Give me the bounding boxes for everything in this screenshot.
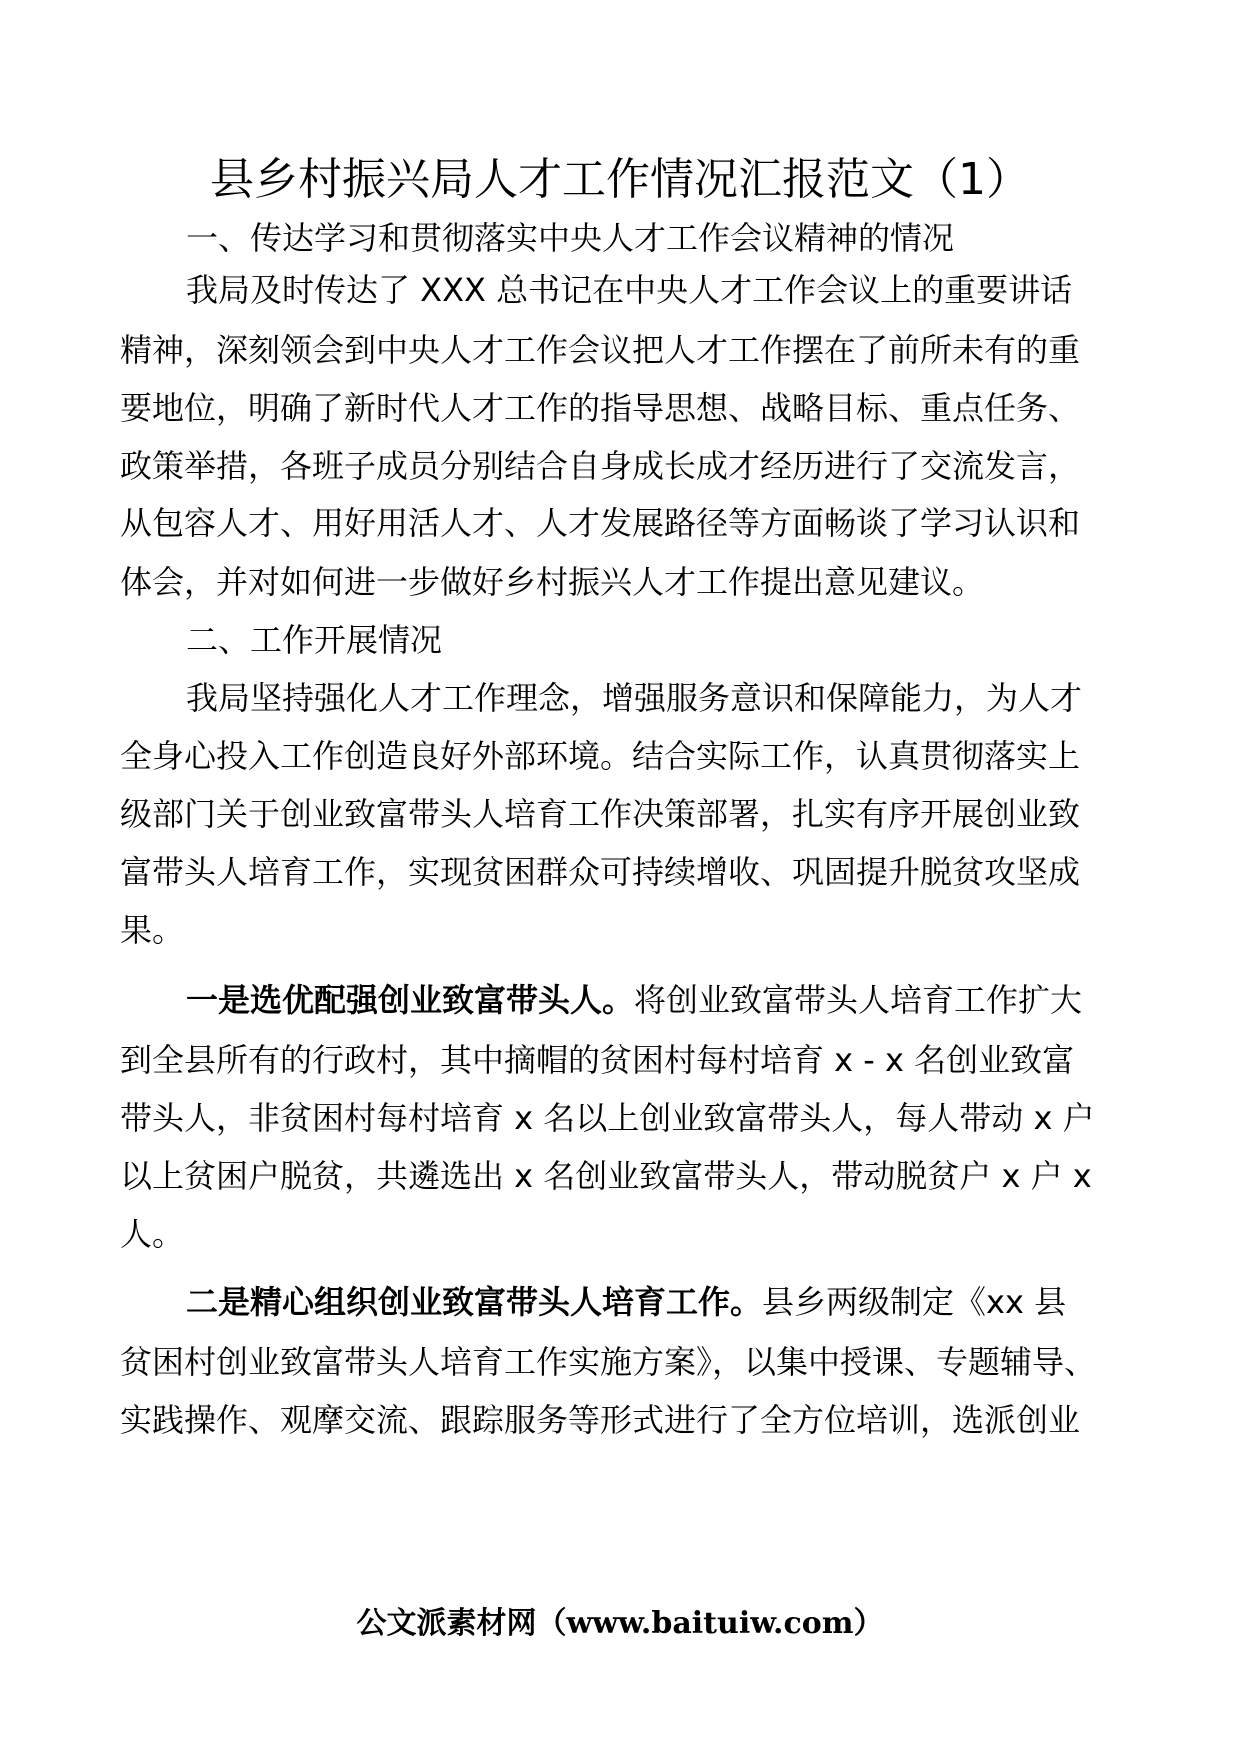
paragraph-line: 政策举措，各班子成员分别结合自身成长成才经历进行了交流发言， bbox=[120, 447, 1081, 485]
paragraph-line: 富带头人培育工作，实现贫困群众可持续增收、巩固提升脱贫攻坚成 bbox=[120, 853, 1081, 891]
paragraph-line: 我局坚持强化人才工作理念，增强服务意识和保障能力，为人才 bbox=[186, 679, 1083, 717]
paragraph-line: 我局及时传达了 XXX 总书记在中央人才工作会议上的重要讲话 bbox=[186, 271, 1073, 309]
paragraph-line: 实践操作、观摩交流、跟踪服务等形式进行了全方位培训，选派创业 bbox=[120, 1401, 1081, 1439]
paragraph-line: 要地位，明确了新时代人才工作的指导思想、战略目标、重点任务、 bbox=[120, 389, 1081, 427]
section-heading-2: 二、工作开展情况 bbox=[186, 621, 443, 659]
paragraph-line bbox=[186, 980, 1082, 1020]
paragraph-line: 精神，深刻领会到中央人才工作会议把人才工作摆在了前所未有的重 bbox=[120, 331, 1081, 369]
paragraph-line: 体会，并对如何进一步做好乡村振兴人才工作提出意见建议。 bbox=[120, 563, 985, 601]
footer-watermark: 公文派素材网（www.baituiw.com） bbox=[356, 1606, 884, 1641]
paragraph-line: 以上贫困户脱贫，共遴选出 x 名创业致富带头人，带动脱贫户 x 户 x bbox=[120, 1157, 1092, 1195]
paragraph-line: 从包容人才、用好用活人才、人才发展路径等方面畅谈了学习认识和 bbox=[120, 504, 1081, 542]
paragraph-line: 人。 bbox=[120, 1215, 185, 1253]
paragraph-line: 级部门关于创业致富带头人培育工作决策部署，扎实有序开展创业致 bbox=[120, 795, 1081, 833]
document-title: 县乡村振兴局人才工作情况汇报范文（1） bbox=[210, 154, 1030, 205]
paragraph-text: 县乡两级制定《xx 县 bbox=[762, 1283, 1067, 1321]
paragraph-line: 带头人，非贫困村每村培育 x 名以上创业致富带头人，每人带动 x 户 bbox=[120, 1099, 1095, 1137]
paragraph-line bbox=[186, 1282, 1066, 1322]
paragraph-text: 将创业致富带头人培育工作扩大 bbox=[634, 981, 1083, 1019]
paragraph-line: 贫困村创业致富带头人培育工作实施方案》，以集中授课、专题辅导、 bbox=[120, 1343, 1097, 1381]
section-heading-1: 一、传达学习和贯彻落实中央人才工作会议精神的情况 bbox=[186, 219, 955, 257]
point-heading-1: 一是选优配强创业致富带头人。 bbox=[186, 981, 635, 1019]
paragraph-line: 到全县所有的行政村，其中摘帽的贫困村每村培育 x - x 名创业致富 bbox=[120, 1041, 1075, 1079]
paragraph-line: 全身心投入工作创造良好外部环境。结合实际工作，认真贯彻落实上 bbox=[120, 737, 1081, 775]
paragraph-line: 果。 bbox=[120, 911, 185, 949]
point-heading-2: 二是精心组织创业致富带头人培育工作。 bbox=[186, 1283, 763, 1321]
